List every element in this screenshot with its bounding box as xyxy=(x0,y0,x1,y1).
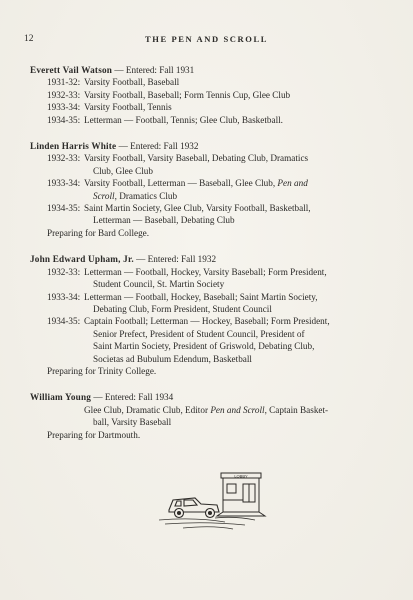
running-title: THE PEN AND SCROLL xyxy=(144,34,269,44)
year-label: 1934-35: xyxy=(47,316,81,327)
entered-date: — Entered: Fall 1931 xyxy=(112,65,195,75)
year-activities: Varsity Football, Baseball; Form Tennis Cup, Glee Club xyxy=(84,89,291,100)
year-activities: Varsity Football, Letterman — Baseball, Glee Club, Pen and Scroll, Dramatics Club xyxy=(84,178,308,201)
year-label: 1933-34: xyxy=(47,102,81,113)
entered-date: — Entered: Fall 1932 xyxy=(116,141,199,152)
year-label: 1932-33: xyxy=(47,266,81,277)
year-record xyxy=(30,152,385,177)
student-entry xyxy=(30,253,385,377)
student-entry xyxy=(30,64,385,126)
entry-heading xyxy=(30,64,385,76)
year-record xyxy=(30,89,385,101)
year-activities: Captain Football; Letterman — Hockey, Baseball; Form President, Senior Prefect, President of Student Council, President of Saint Martin Society, President of Griswold, Debating Club, Societas ad Bubulum Edendum, Basketball xyxy=(84,316,330,364)
student-name: John Edward Upham, Jr. xyxy=(30,254,134,265)
store-sign-text: LOBBY xyxy=(234,473,248,479)
year-activities: Letterman — Football, Hockey, Varsity Baseball; Form President, Student Council, St. Martin Society xyxy=(84,266,327,290)
student-name: Everett Vail Watson xyxy=(30,65,113,75)
activities: Glee Club, Dramatic Club, Editor Pen and Scroll, Captain Basket- ball, Varsity Baseball xyxy=(84,404,329,428)
student-entry xyxy=(30,140,385,239)
student-entry xyxy=(30,391,385,441)
entered-date: — Entered: Fall 1932 xyxy=(133,254,217,265)
year-record xyxy=(30,202,385,227)
college-note: Preparing for Dartmouth. xyxy=(47,429,141,440)
year-record xyxy=(30,114,385,126)
college-note: Preparing for Bard College. xyxy=(47,227,150,238)
entry-heading xyxy=(30,253,385,265)
college-note: Preparing for Trinity College. xyxy=(47,365,157,376)
year-activities: Letterman — Football, Tennis; Glee Club, Basketball. xyxy=(84,114,283,125)
year-label: 1932-33: xyxy=(47,89,81,100)
page-number: 12 xyxy=(24,34,34,44)
year-label: 1931-32: xyxy=(47,77,81,88)
student-entries xyxy=(30,64,385,441)
year-label: 1933-34: xyxy=(47,178,81,189)
year-label: 1932-33: xyxy=(47,153,81,164)
year-activities: Varsity Football, Varsity Baseball, Debating Club, Dramatics Club, Glee Club xyxy=(84,153,309,176)
year-record xyxy=(30,315,385,365)
year-record xyxy=(30,177,385,202)
student-name: William Young xyxy=(30,392,92,403)
entry-heading xyxy=(30,140,385,152)
year-label: 1933-34: xyxy=(47,291,81,302)
year-activities: Letterman — Football, Hockey, Baseball; Saint Martin Society, Debating Club, Form President, Student Council xyxy=(84,291,318,314)
year-activities: Varsity Football, Tennis xyxy=(84,102,172,113)
year-activities: Saint Martin Society, Glee Club, Varsity Football, Basketball, Letterman — Baseball, Debating Club xyxy=(84,203,311,226)
year-record xyxy=(30,76,385,88)
entered-date: — Entered: Fall 1934 xyxy=(91,392,174,403)
year-label: 1934-35: xyxy=(47,203,81,214)
year-record xyxy=(30,101,385,113)
year-record xyxy=(30,291,385,316)
entry-heading xyxy=(30,391,385,403)
car-and-store-sketch-icon xyxy=(155,470,275,532)
year-activities: Varsity Football, Baseball xyxy=(84,77,180,88)
year-label: 1934-35: xyxy=(47,114,81,125)
page-header xyxy=(24,34,389,46)
year-record xyxy=(30,266,385,291)
student-name: Linden Harris White xyxy=(30,141,117,152)
